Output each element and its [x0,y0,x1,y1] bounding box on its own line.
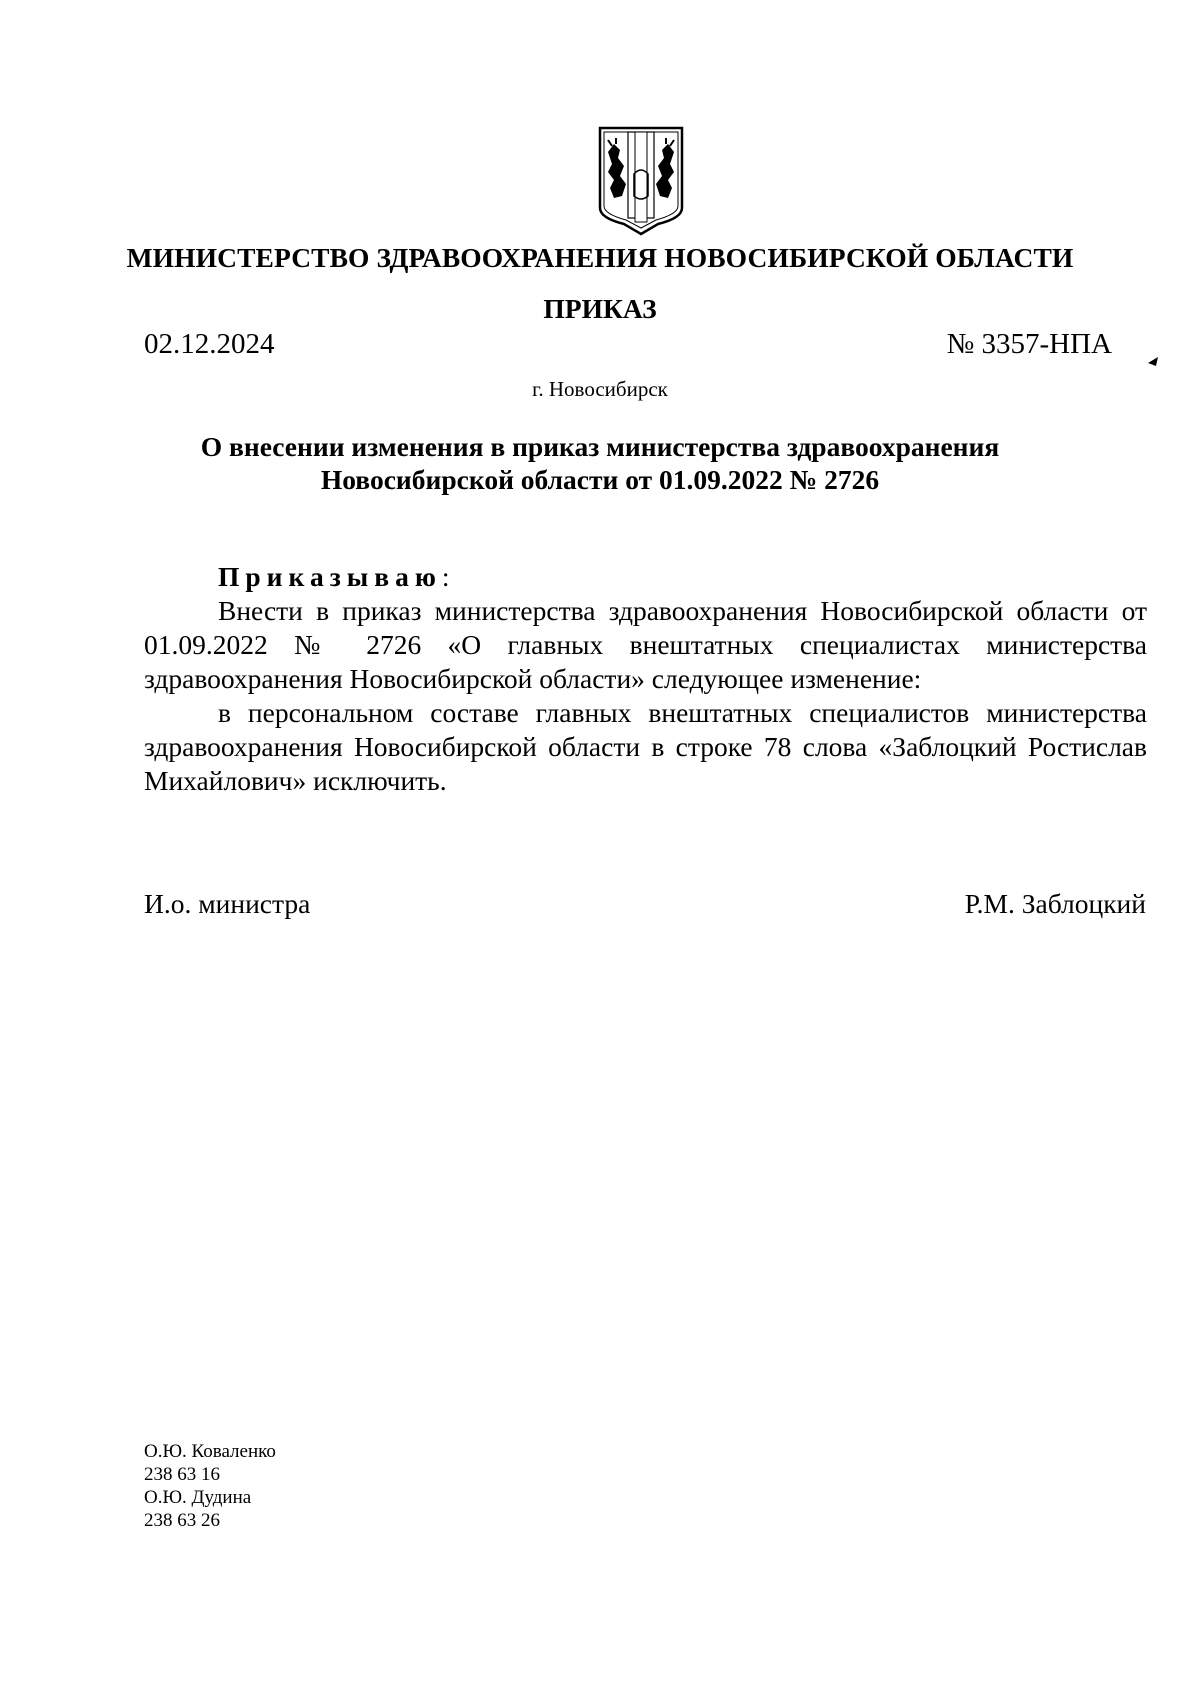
subject-line-1: О внесении изменения в приказ министерства здравоохранения [200,431,1000,462]
document-number: № 3357-НПА [946,328,1112,360]
contacts-block [144,1440,276,1532]
body-paragraph-1: Внести в приказ министерства здравоохранения Новосибирской области от 01.09.2022 № 2726 «О главных внештатных специалистах министерства здравоохранения Новосибирской области» следующее изменение: [144,595,1147,694]
coat-of-arms-icon [598,126,684,236]
signer-name: Р.М. Заблоцкий [964,888,1146,919]
ministry-name: МИНИСТЕРСТВО ЗДРАВООХРАНЕНИЯ НОВОСИБИРСКОЙ ОБЛАСТИ [126,242,1074,273]
decree-word: Приказываю [218,561,442,592]
subject-line-2: Новосибирской области от 01.09.2022 № 2726 [320,464,880,495]
signer-position: И.о. министра [144,888,311,919]
decree-line [144,560,1147,594]
document-date: 02.12.2024 [144,328,275,360]
document-body [144,560,1147,798]
document-subject [160,430,1040,496]
triangle-marker-icon [1148,354,1160,366]
contact-name: О.Ю. Коваленко [144,1441,276,1462]
decree-colon: : [441,561,450,592]
body-paragraph-2: в персональном составе главных внештатных специалистов министерства здравоохранения Новосибирской области в строке 78 слова «Заблоцкий Ростислав Михайлович» исключить. [144,697,1147,796]
contact-phone: 238 63 26 [144,1510,220,1531]
city-name: г. Новосибирск [532,377,668,401]
document-type: ПРИКАЗ [543,293,657,324]
contact-phone: 238 63 16 [144,1464,220,1485]
contact-name: О.Ю. Дудина [144,1487,252,1508]
